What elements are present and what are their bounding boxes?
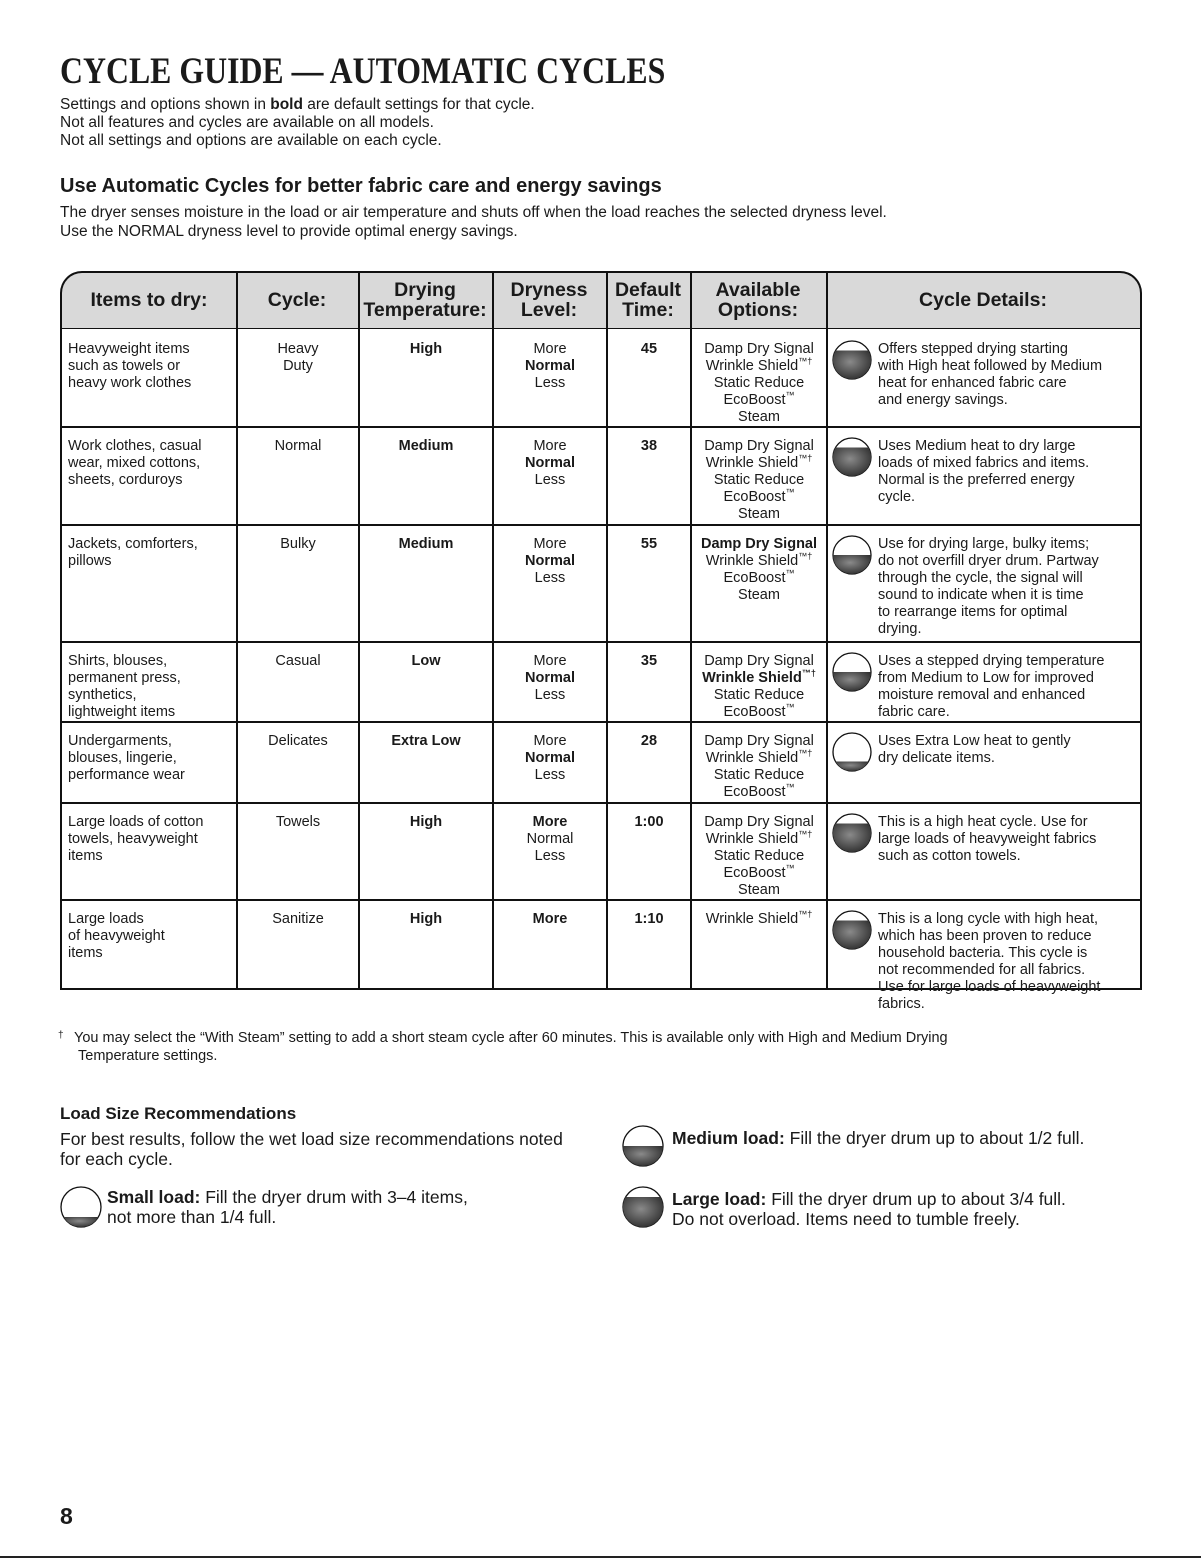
cell-drying-temp xyxy=(360,814,492,831)
load-size-heading: Load Size Recommendations xyxy=(60,1104,297,1123)
cycle-line: Duty xyxy=(283,358,313,374)
column-divider xyxy=(826,271,828,990)
items-line: items xyxy=(68,848,103,864)
cycle-line: Sanitize xyxy=(272,911,324,927)
header-drying-temperature: Drying Temperature: xyxy=(363,279,487,321)
temp-value: Medium xyxy=(398,438,454,454)
subtext-line1: The dryer senses moisture in the load or air temperature and shuts off when the load reaches the selected dryness level. xyxy=(60,204,887,221)
cell-items xyxy=(68,653,181,721)
header-cycle: Cycle: xyxy=(267,289,327,311)
cell-default-time xyxy=(608,341,690,358)
temp-value: Low xyxy=(411,653,441,669)
cell-drying-temp xyxy=(360,911,492,928)
cell-options xyxy=(692,911,826,928)
dryness-line: Normal xyxy=(526,831,574,847)
details-line: Use for large loads of heavyweight xyxy=(878,979,1101,995)
page-number: 8 xyxy=(60,1503,73,1529)
items-line: permanent press, xyxy=(68,670,181,686)
option-line: EcoBoost™ xyxy=(723,487,795,505)
details-line: through the cycle, the signal will xyxy=(878,570,1083,586)
trademark-mark: ™ xyxy=(785,390,795,401)
temp-value: High xyxy=(409,814,443,830)
cell-dryness xyxy=(494,438,606,489)
time-value: 1:10 xyxy=(634,911,664,927)
dryness-line: Less xyxy=(534,767,566,783)
dryness-line: More xyxy=(532,814,568,830)
dryness-line: Normal xyxy=(525,455,575,471)
details-line: Uses Medium heat to dry large xyxy=(878,438,1076,454)
cell-cycle xyxy=(238,653,358,670)
cell-items xyxy=(68,438,202,489)
intro-line3: Not all settings and options are available on each cycle. xyxy=(60,132,442,149)
cell-default-time xyxy=(608,653,690,670)
cell-options xyxy=(692,814,826,899)
small-load-label: Small load: xyxy=(107,1187,201,1207)
header-available-options: Available Options: xyxy=(715,279,801,321)
option-line: Wrinkle Shield™† xyxy=(705,748,813,766)
cell-drying-temp xyxy=(360,653,492,670)
intro-line1-pre: Settings and options shown in xyxy=(60,96,271,113)
cell-default-time xyxy=(608,733,690,750)
load-size-intro-line2: for each cycle. xyxy=(60,1149,173,1169)
dryness-line: Normal xyxy=(525,670,575,686)
row-divider xyxy=(60,802,1142,804)
trademark-mark: ™† xyxy=(798,748,813,759)
items-line: towels, heavyweight xyxy=(68,831,198,847)
details-line: do not overfill dryer drum. Partway xyxy=(878,553,1099,569)
trademark-mark: ™ xyxy=(785,863,795,874)
option-line: EcoBoost™ xyxy=(723,782,795,800)
temp-value: Extra Low xyxy=(391,733,461,749)
load-size-icon xyxy=(832,813,872,858)
items-line: wear, mixed cottons, xyxy=(68,455,201,471)
option-line: Damp Dry Signal xyxy=(704,733,814,749)
intro-line1-post: are default settings for that cycle. xyxy=(302,96,535,113)
items-line: sheets, corduroys xyxy=(68,472,183,488)
time-value: 35 xyxy=(640,653,658,669)
option-line: Damp Dry Signal xyxy=(704,341,814,357)
option-line: Steam xyxy=(738,882,780,898)
items-line: synthetics, xyxy=(68,687,137,703)
option-line: Static Reduce xyxy=(713,375,805,391)
cell-dryness xyxy=(494,814,606,865)
medium-load-text: Medium load: Fill the dryer drum up to about 1/2 full. xyxy=(672,1128,1085,1148)
page-title: CYCLE GUIDE — AUTOMATIC CYCLES xyxy=(60,51,666,92)
medium-load-label: Medium load: xyxy=(672,1128,785,1148)
dryness-line: More xyxy=(533,438,567,454)
large-load-text: Large load: Fill the dryer drum up to about 3/4 full. Do not overload. Items need to tumble freely. xyxy=(672,1189,1066,1229)
dryness-line: More xyxy=(533,341,567,357)
header-items: Items to dry: xyxy=(90,289,208,311)
dryness-line: More xyxy=(532,911,568,927)
trademark-mark: ™† xyxy=(798,551,813,562)
dryness-line: Less xyxy=(534,848,566,864)
cell-dryness xyxy=(494,341,606,392)
details-line: This is a long cycle with high heat, xyxy=(878,911,1099,927)
option-line: EcoBoost™ xyxy=(723,702,795,720)
details-line: cycle. xyxy=(878,489,916,505)
intro-bold-word: bold xyxy=(270,96,303,113)
cell-items xyxy=(68,341,191,392)
items-line: Work clothes, casual xyxy=(68,438,202,454)
details-line: household bacteria. This cycle is xyxy=(878,945,1088,961)
option-line: EcoBoost™ xyxy=(723,568,795,586)
items-line: lightweight items xyxy=(68,704,176,720)
time-value: 38 xyxy=(640,438,658,454)
load-size-icon xyxy=(832,732,872,777)
cell-options xyxy=(692,733,826,801)
cell-options xyxy=(692,341,826,426)
cell-details xyxy=(878,911,1100,1013)
cell-cycle xyxy=(238,341,358,375)
load-size-icon xyxy=(832,340,872,385)
temp-value: High xyxy=(409,341,443,357)
cell-cycle xyxy=(238,438,358,455)
cell-drying-temp xyxy=(360,536,492,553)
cycle-line: Casual xyxy=(275,653,321,669)
details-line: not recommended for all fabrics. xyxy=(878,962,1086,978)
footnote xyxy=(60,1029,948,1065)
items-line: Large loads of cotton xyxy=(68,814,204,830)
dryness-line: More xyxy=(533,536,567,552)
items-line: of heavyweight xyxy=(68,928,165,944)
option-line: Static Reduce xyxy=(713,848,805,864)
column-divider xyxy=(236,271,238,990)
option-line: Wrinkle Shield™† xyxy=(705,356,813,374)
cell-cycle xyxy=(238,733,358,750)
option-line: Wrinkle Shield™† xyxy=(702,668,816,686)
option-line: Damp Dry Signal xyxy=(704,814,814,830)
details-line: Normal is the preferred energy xyxy=(878,472,1075,488)
items-line: heavy work clothes xyxy=(68,375,192,391)
cell-items xyxy=(68,814,203,865)
option-line: Steam xyxy=(738,409,780,425)
dryness-line: More xyxy=(533,653,567,669)
load-size-icon xyxy=(832,910,872,955)
cell-options xyxy=(692,438,826,523)
details-line: which has been proven to reduce xyxy=(878,928,1092,944)
cell-details xyxy=(878,814,1096,865)
cycle-guide-table xyxy=(60,271,1142,1012)
dryness-line: Normal xyxy=(525,750,575,766)
cell-drying-temp xyxy=(360,438,492,455)
cell-drying-temp xyxy=(360,733,492,750)
details-line: moisture removal and enhanced xyxy=(878,687,1086,703)
cell-dryness xyxy=(494,911,606,928)
cell-default-time xyxy=(608,438,690,455)
items-line: Large loads xyxy=(68,911,144,927)
header-dryness-level: Dryness Level: xyxy=(510,279,588,321)
intro-line2: Not all features and cycles are available on all models. xyxy=(60,114,434,131)
option-line: Static Reduce xyxy=(713,767,805,783)
details-line: such as cotton towels. xyxy=(878,848,1021,864)
cell-cycle xyxy=(238,536,358,553)
footnote-line2: Temperature settings. xyxy=(78,1048,218,1064)
cell-options xyxy=(692,653,826,721)
cell-details xyxy=(878,536,1099,638)
row-divider xyxy=(60,899,1142,901)
details-line: heat for enhanced fabric care xyxy=(878,375,1067,391)
temp-value: Medium xyxy=(398,536,454,552)
time-value: 28 xyxy=(640,733,658,749)
details-line: Use for drying large, bulky items; xyxy=(878,536,1090,552)
dryness-line: Less xyxy=(534,472,566,488)
option-line: Wrinkle Shield™† xyxy=(705,909,813,927)
load-size-intro-line1: For best results, follow the wet load size recommendations noted xyxy=(60,1129,563,1149)
cell-details xyxy=(878,733,1071,767)
details-line: Uses Extra Low heat to gently xyxy=(878,733,1071,749)
cell-details xyxy=(878,341,1102,409)
footnote-mark: † xyxy=(58,1030,64,1041)
option-line: EcoBoost™ xyxy=(723,390,795,408)
section-subtext xyxy=(60,203,887,241)
dryness-line: Normal xyxy=(525,358,575,374)
trademark-mark: ™† xyxy=(798,453,813,464)
cell-dryness xyxy=(494,536,606,587)
items-line: items xyxy=(68,945,103,961)
dryness-line: Less xyxy=(534,687,566,703)
items-line: performance wear xyxy=(68,767,185,783)
cycle-line: Bulky xyxy=(280,536,316,552)
trademark-mark: ™† xyxy=(798,829,813,840)
items-line: blouses, lingerie, xyxy=(68,750,177,766)
cell-details xyxy=(878,653,1105,721)
section-subheading: Use Automatic Cycles for better fabric care and energy savings xyxy=(60,175,662,197)
trademark-mark: ™† xyxy=(801,668,816,679)
load-size-icon xyxy=(832,437,872,482)
cell-items xyxy=(68,911,165,962)
cycle-line: Heavy xyxy=(277,341,319,357)
details-line: drying. xyxy=(878,621,922,637)
dryness-line: Less xyxy=(534,375,566,391)
details-line: and energy savings. xyxy=(878,392,1008,408)
bottom-rule xyxy=(0,1556,1201,1558)
column-divider xyxy=(358,271,360,990)
cell-drying-temp xyxy=(360,341,492,358)
load-size-icon xyxy=(832,652,872,697)
items-line: pillows xyxy=(68,553,112,569)
cell-options xyxy=(692,536,826,604)
column-divider xyxy=(606,271,608,990)
trademark-mark: ™ xyxy=(785,782,795,793)
option-line: Damp Dry Signal xyxy=(700,536,818,552)
small-load-icon xyxy=(60,1186,102,1233)
option-line: Wrinkle Shield™† xyxy=(705,551,813,569)
option-line: Static Reduce xyxy=(713,687,805,703)
cell-cycle xyxy=(238,911,358,928)
option-line: EcoBoost™ xyxy=(723,863,795,881)
cell-details xyxy=(878,438,1089,506)
cell-default-time xyxy=(608,814,690,831)
subtext-line2: Use the NORMAL dryness level to provide optimal energy savings. xyxy=(60,223,518,240)
details-line: Offers stepped drying starting xyxy=(878,341,1068,357)
cell-items xyxy=(68,536,198,570)
items-line: Undergarments, xyxy=(68,733,172,749)
option-line: Wrinkle Shield™† xyxy=(705,453,813,471)
load-size-icon xyxy=(832,535,872,580)
time-value: 55 xyxy=(640,536,658,552)
cell-default-time xyxy=(608,536,690,553)
row-divider xyxy=(60,721,1142,723)
details-line: sound to indicate when it is time xyxy=(878,587,1084,603)
cell-dryness xyxy=(494,733,606,784)
header-cycle-details: Cycle Details: xyxy=(919,289,1047,311)
time-value: 1:00 xyxy=(634,814,664,830)
option-line: Steam xyxy=(738,506,780,522)
load-size-intro xyxy=(60,1129,563,1169)
cell-cycle xyxy=(238,814,358,831)
small-load-text: Small load: Fill the dryer drum with 3–4 items, not more than 1/4 full. xyxy=(107,1187,468,1227)
details-line: to rearrange items for optimal xyxy=(878,604,1068,620)
row-divider xyxy=(60,641,1142,643)
cycle-line: Towels xyxy=(275,814,321,830)
details-line: fabrics. xyxy=(878,996,925,1012)
option-line: Damp Dry Signal xyxy=(704,438,814,454)
dryness-line: Normal xyxy=(525,553,575,569)
row-divider xyxy=(60,426,1142,428)
temp-value: High xyxy=(409,911,443,927)
details-line: large loads of heavyweight fabrics xyxy=(878,831,1097,847)
row-divider xyxy=(60,524,1142,526)
trademark-mark: ™ xyxy=(785,702,795,713)
details-line: fabric care. xyxy=(878,704,950,720)
details-line: with High heat followed by Medium xyxy=(878,358,1103,374)
option-line: Damp Dry Signal xyxy=(704,653,814,669)
details-line: loads of mixed fabrics and items. xyxy=(878,455,1090,471)
trademark-mark: ™† xyxy=(798,356,813,367)
cell-default-time xyxy=(608,911,690,928)
large-load-label: Large load: xyxy=(672,1189,767,1209)
cycle-line: Normal xyxy=(274,438,322,454)
details-line: from Medium to Low for improved xyxy=(878,670,1094,686)
option-line: Steam xyxy=(738,587,780,603)
dryness-line: Less xyxy=(534,570,566,586)
trademark-mark: ™ xyxy=(785,568,795,579)
option-line: Static Reduce xyxy=(713,472,805,488)
option-line: Wrinkle Shield™† xyxy=(705,829,813,847)
intro-text xyxy=(60,96,535,150)
trademark-mark: ™† xyxy=(798,909,813,920)
cell-items xyxy=(68,733,185,784)
header-default-time: Default Time: xyxy=(614,279,682,321)
details-line: This is a high heat cycle. Use for xyxy=(878,814,1088,830)
cell-dryness xyxy=(494,653,606,704)
details-line: Uses a stepped drying temperature xyxy=(878,653,1105,669)
dryness-line: More xyxy=(533,733,567,749)
large-load-icon xyxy=(622,1186,664,1233)
footnote-line1: You may select the “With Steam” setting to add a short steam cycle after 60 minutes. This is available only with High and Medium Drying xyxy=(74,1030,948,1046)
items-line: such as towels or xyxy=(68,358,181,374)
medium-load-icon xyxy=(622,1125,664,1172)
details-line: dry delicate items. xyxy=(878,750,995,766)
items-line: Shirts, blouses, xyxy=(68,653,168,669)
trademark-mark: ™ xyxy=(785,487,795,498)
cycle-line: Delicates xyxy=(268,733,328,749)
items-line: Heavyweight items xyxy=(68,341,190,357)
items-line: Jackets, comforters, xyxy=(68,536,198,552)
time-value: 45 xyxy=(640,341,658,357)
